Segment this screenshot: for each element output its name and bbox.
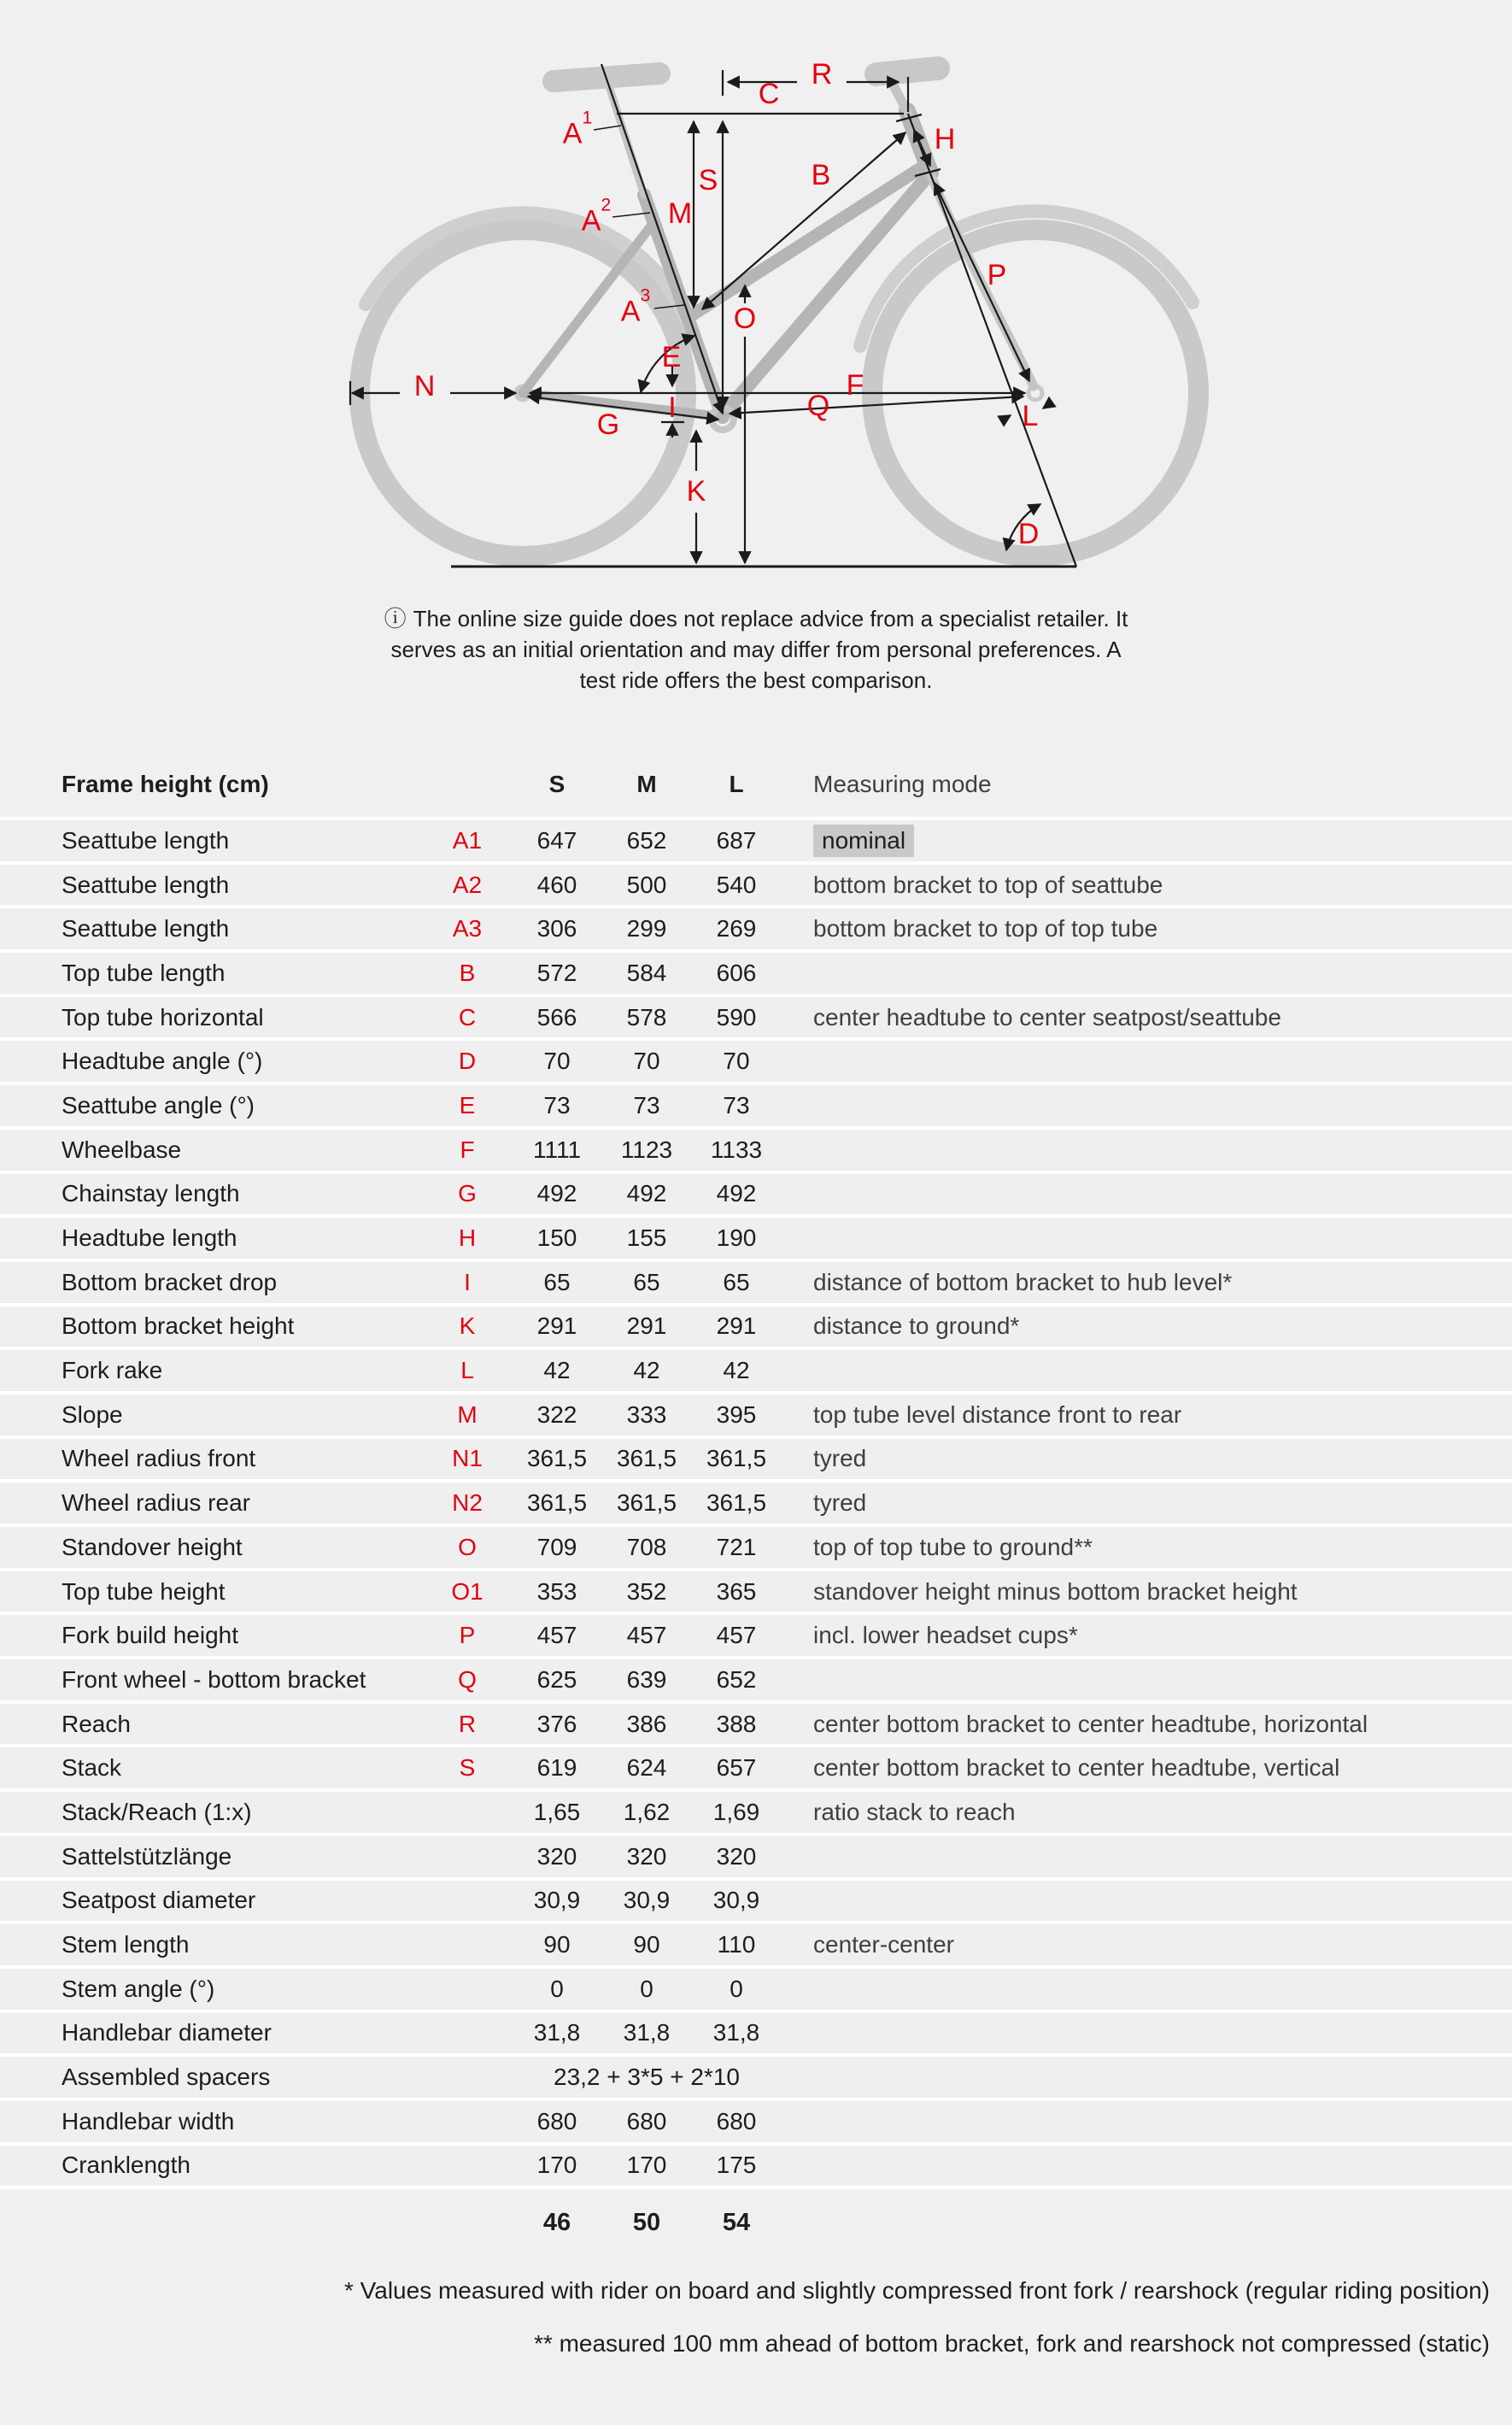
row-label: Seattube length — [62, 826, 230, 854]
row-value-s: 709 — [536, 1533, 577, 1560]
row-letter: I — [464, 1268, 471, 1295]
row-letter: O1 — [451, 1577, 483, 1605]
row-letter: D — [458, 1048, 477, 1075]
row-value-l: 30,9 — [712, 1887, 760, 1914]
row-letter: M — [457, 1400, 478, 1428]
diagram-label-B: B — [811, 159, 831, 191]
row-value-l: 65 — [723, 1268, 750, 1295]
row-measuring-mode-text: standover height minus bottom bracket height — [813, 1577, 1298, 1605]
info-icon: ⓘ — [384, 606, 407, 631]
row-measuring-mode — [779, 1401, 1512, 1429]
table-row — [0, 1391, 1512, 1436]
diagram-label-H: H — [934, 123, 956, 156]
table-row — [0, 1700, 1512, 1745]
table-row — [0, 817, 1512, 861]
row-label: Wheel radius front — [62, 1445, 256, 1472]
row-value-s: 1111 — [532, 1136, 582, 1163]
row-value-m: 500 — [626, 871, 667, 898]
diagram-labels — [0, 0, 1512, 598]
bike-geometry-diagram — [0, 0, 1512, 598]
diagram-label-I: I — [668, 391, 677, 424]
diagram-label-O: O — [733, 302, 757, 335]
row-label: Reach — [62, 1710, 131, 1737]
row-measuring-mode — [779, 1578, 1512, 1606]
info-text: The online size guide does not replace advice from a specialist retailer. It — [413, 606, 1128, 631]
diagram-label-A3: $A^3$ — [620, 285, 651, 328]
row-measuring-mode — [779, 1004, 1512, 1031]
info-line-1 — [372, 603, 1140, 634]
row-label: Fork build height — [62, 1622, 239, 1649]
table-row — [0, 949, 1512, 994]
row-value-l: 657 — [716, 1754, 757, 1782]
geometry-table — [0, 752, 1512, 2246]
footer-size-m: 50 — [632, 2208, 661, 2236]
header-measuring-mode: Measuring mode — [813, 771, 992, 797]
header-size-s: S — [548, 771, 566, 797]
row-value-l: 1,69 — [712, 1798, 760, 1825]
row-value-l: 687 — [716, 826, 757, 854]
diagram-label-R: R — [811, 58, 833, 91]
diagram-label-M: M — [667, 197, 693, 230]
table-row — [0, 905, 1512, 949]
header-frame-height: Frame height (cm) — [62, 771, 269, 797]
footnote-double-asterisk: ** measured 100 mm ahead of bottom bracket, fork and rearshock not compressed (static) — [534, 2330, 1490, 2357]
row-value-l: 31,8 — [712, 2019, 760, 2046]
row-label: Chainstay length — [62, 1180, 240, 1207]
table-row — [0, 861, 1512, 906]
row-label: Stem angle (°) — [62, 1975, 215, 2002]
row-value-l: 652 — [716, 1665, 757, 1693]
row-value-s: 42 — [543, 1357, 571, 1384]
row-label: Bottom bracket height — [62, 1312, 295, 1340]
row-value-m: 492 — [626, 1180, 667, 1207]
row-measuring-mode-text: center-center — [813, 1931, 954, 1958]
row-letter: S — [459, 1754, 476, 1782]
row-value-s: 0 — [550, 1975, 564, 2002]
row-measuring-mode-text: center bottom bracket to center headtube, vertical — [813, 1754, 1340, 1782]
row-letter: H — [458, 1224, 477, 1252]
row-value-s: 460 — [536, 871, 577, 898]
row-value-s: 625 — [536, 1665, 577, 1693]
row-value-m: 42 — [633, 1357, 660, 1384]
row-measuring-mode — [779, 872, 1512, 899]
table-row — [0, 1082, 1512, 1126]
row-value-m: 90 — [633, 1931, 660, 1958]
row-value-span: 23,2 + 3*5 + 2*10 — [554, 2064, 740, 2091]
row-letter: F — [460, 1136, 475, 1163]
row-measuring-mode — [779, 1711, 1512, 1738]
table-row — [0, 2098, 1512, 2142]
row-value-s: 291 — [536, 1312, 577, 1340]
table-row — [0, 1303, 1512, 1348]
row-value-m: 291 — [626, 1312, 667, 1340]
table-header — [0, 752, 1512, 817]
row-value-m: 170 — [626, 2152, 667, 2179]
row-value-l: 365 — [716, 1577, 757, 1605]
table-row — [0, 1436, 1512, 1480]
row-value-s: 572 — [536, 959, 577, 986]
info-line-3: test ride offers the best comparison. — [579, 667, 933, 693]
row-letter: E — [459, 1091, 476, 1119]
row-value-m: 361,5 — [616, 1445, 677, 1472]
footer-size-l: 54 — [722, 2208, 751, 2236]
diagram-label-C: C — [758, 78, 780, 110]
row-value-l: 492 — [716, 1180, 757, 1207]
row-label: Wheel radius rear — [62, 1489, 250, 1517]
table-row — [0, 1214, 1512, 1259]
row-value-s: 320 — [536, 1842, 577, 1870]
row-value-l: 361,5 — [706, 1489, 767, 1517]
row-value-m: 155 — [626, 1224, 667, 1252]
row-value-s: 65 — [543, 1268, 571, 1295]
row-value-l: 175 — [716, 2152, 757, 2179]
row-value-m: 624 — [626, 1754, 667, 1782]
row-letter: A1 — [452, 826, 483, 854]
row-value-m: 320 — [626, 1842, 667, 1870]
row-letter: C — [458, 1003, 477, 1030]
row-measuring-mode — [779, 1799, 1512, 1826]
row-value-m: 299 — [626, 915, 667, 942]
row-label: Stem length — [62, 1931, 190, 1958]
row-value-s: 170 — [536, 2152, 577, 2179]
row-letter: B — [459, 959, 476, 986]
row-value-s: 457 — [536, 1622, 577, 1649]
info-line-2: serves as an initial orientation and may differ from personal preferences. A — [390, 637, 1122, 662]
row-value-m: 578 — [626, 1003, 667, 1030]
table-row — [0, 2053, 1512, 2098]
row-letter: R — [458, 1710, 477, 1737]
row-value-s: 322 — [536, 1400, 577, 1428]
row-value-l: 1133 — [710, 1136, 763, 1163]
table-row — [0, 1524, 1512, 1568]
diagram-label-A2: $A^2$ — [581, 195, 612, 238]
row-value-s: 647 — [536, 826, 577, 854]
table-row — [0, 2142, 1512, 2187]
row-measuring-mode — [779, 1534, 1512, 1561]
row-value-s: 361,5 — [526, 1445, 588, 1472]
row-value-m: 333 — [626, 1400, 667, 1428]
table-row — [0, 1347, 1512, 1391]
row-value-l: 395 — [716, 1400, 757, 1428]
row-label: Stack — [62, 1754, 122, 1782]
row-value-m: 708 — [626, 1533, 667, 1560]
row-value-s: 680 — [536, 2107, 577, 2134]
row-value-s: 31,8 — [533, 2019, 581, 2046]
table-row — [0, 1171, 1512, 1215]
row-value-s: 30,9 — [533, 1887, 581, 1914]
table-footer-row — [0, 2199, 1512, 2246]
row-value-m: 584 — [626, 959, 667, 986]
row-letter: G — [458, 1180, 477, 1207]
diagram-label-N: N — [413, 370, 436, 402]
row-measuring-mode-text: bottom bracket to top of seattube — [813, 871, 1163, 898]
row-value-l: 190 — [716, 1224, 757, 1252]
row-measuring-mode — [779, 1931, 1512, 1958]
footnote-single-asterisk: * Values measured with rider on board and slightly compressed front fork / rearshock (regular riding position) — [343, 2277, 1490, 2304]
row-measuring-mode — [779, 1312, 1512, 1340]
row-value-m: 361,5 — [616, 1489, 677, 1517]
row-value-l: 110 — [717, 1931, 756, 1958]
row-measuring-mode — [779, 1622, 1512, 1649]
row-label: Cranklength — [62, 2152, 190, 2179]
row-value-l: 680 — [716, 2107, 757, 2134]
row-value-m: 457 — [626, 1622, 667, 1649]
table-row — [0, 1833, 1512, 1877]
row-measuring-mode — [779, 1489, 1512, 1517]
row-value-l: 269 — [716, 915, 757, 942]
table-row — [0, 994, 1512, 1038]
row-label: Top tube horizontal — [62, 1003, 264, 1030]
diagram-label-L: L — [1022, 400, 1039, 432]
row-value-s: 492 — [536, 1180, 577, 1207]
row-value-s: 566 — [536, 1003, 577, 1030]
row-measuring-mode-text: ratio stack to reach — [813, 1798, 1016, 1825]
row-label: Top tube length — [62, 959, 226, 986]
row-label: Seattube length — [62, 871, 230, 898]
table-row — [0, 1126, 1512, 1171]
row-value-m: 652 — [626, 826, 667, 854]
row-value-l: 320 — [716, 1842, 757, 1870]
row-value-s: 361,5 — [526, 1489, 588, 1517]
row-measuring-mode-text: bottom bracket to top of top tube — [813, 915, 1158, 942]
row-value-l: 540 — [716, 871, 757, 898]
row-letter: N1 — [452, 1445, 483, 1472]
row-measuring-mode-text: top of top tube to ground** — [813, 1533, 1093, 1560]
row-value-m: 639 — [626, 1665, 667, 1693]
row-value-l: 721 — [716, 1533, 757, 1560]
row-value-l: 361,5 — [706, 1445, 767, 1472]
row-measuring-mode — [779, 915, 1512, 942]
diagram-label-D: D — [1017, 518, 1040, 550]
table-row — [0, 1037, 1512, 1082]
row-measuring-mode — [779, 827, 1512, 854]
row-label: Fork rake — [62, 1357, 163, 1384]
table-row — [0, 1612, 1512, 1656]
row-value-m: 70 — [633, 1048, 660, 1075]
row-label: Top tube height — [62, 1577, 226, 1605]
row-value-l: 73 — [723, 1091, 750, 1119]
row-value-l: 606 — [716, 959, 757, 986]
diagram-label-A1: $A^1$ — [562, 108, 593, 150]
table-row — [0, 1568, 1512, 1612]
table-rows — [0, 817, 1512, 2189]
row-value-s: 1,65 — [533, 1798, 581, 1825]
row-value-l: 291 — [716, 1312, 757, 1340]
row-label: Seattube length — [62, 915, 230, 942]
row-label: Assembled spacers — [62, 2064, 271, 2091]
row-label: Wheelbase — [62, 1136, 182, 1163]
row-value-m: 386 — [626, 1710, 667, 1737]
row-label: Bottom bracket drop — [62, 1268, 278, 1295]
row-measuring-mode — [779, 1269, 1512, 1296]
info-note — [372, 603, 1140, 696]
diagram-label-G: G — [596, 408, 620, 441]
row-label: Sattelstützlänge — [62, 1842, 232, 1870]
table-row — [0, 1877, 1512, 1922]
table-row — [0, 1788, 1512, 1833]
row-value-m: 352 — [626, 1577, 667, 1605]
table-row — [0, 1479, 1512, 1524]
row-measuring-mode — [779, 1754, 1512, 1782]
table-row — [0, 1656, 1512, 1700]
row-measuring-mode-text: distance of bottom bracket to hub level* — [813, 1268, 1233, 1295]
row-measuring-mode-text: center bottom bracket to center headtube, horizontal — [813, 1710, 1368, 1737]
diagram-label-K: K — [686, 475, 706, 508]
row-value-l: 590 — [716, 1003, 757, 1030]
row-measuring-mode-text: tyred — [813, 1489, 867, 1517]
row-measuring-mode-text: center headtube to center seatpost/seattube — [813, 1003, 1281, 1030]
header-size-m: M — [636, 771, 657, 797]
row-label: Stack/Reach (1:x) — [62, 1798, 252, 1825]
row-value-m: 680 — [626, 2107, 667, 2134]
row-letter: O — [458, 1533, 477, 1560]
row-value-m: 73 — [633, 1091, 660, 1119]
table-row — [0, 1259, 1512, 1303]
table-row — [0, 1744, 1512, 1788]
header-size-l: L — [729, 771, 744, 797]
row-value-s: 70 — [543, 1048, 571, 1075]
row-label: Seattube angle (°) — [62, 1091, 255, 1119]
row-value-m: 31,8 — [623, 2019, 671, 2046]
row-measuring-mode-text: incl. lower headset cups* — [813, 1622, 1078, 1649]
row-value-s: 90 — [543, 1931, 571, 1958]
diagram-label-F: F — [846, 369, 864, 402]
row-value-s: 306 — [536, 915, 577, 942]
row-label: Front wheel - bottom bracket — [62, 1665, 366, 1693]
row-measuring-mode-text: top tube level distance front to rear — [813, 1400, 1182, 1428]
row-value-s: 619 — [536, 1754, 577, 1782]
row-label: Standover height — [62, 1533, 243, 1560]
footer-size-s: 46 — [542, 2208, 571, 2236]
row-value-l: 388 — [716, 1710, 757, 1737]
table-row — [0, 2010, 1512, 2054]
row-letter: P — [459, 1622, 476, 1649]
row-value-m: 30,9 — [623, 1887, 671, 1914]
row-value-l: 0 — [730, 1975, 743, 2002]
diagram-label-Q: Q — [806, 390, 830, 422]
row-value-m: 0 — [640, 1975, 653, 2002]
row-value-s: 150 — [536, 1224, 577, 1252]
row-label: Handlebar width — [62, 2107, 235, 2134]
row-value-l: 42 — [723, 1357, 750, 1384]
row-value-l: 70 — [723, 1048, 750, 1075]
row-label: Seatpost diameter — [62, 1887, 256, 1914]
row-value-m: 65 — [633, 1268, 660, 1295]
row-label: Headtube angle (°) — [62, 1048, 263, 1075]
row-label: Handlebar diameter — [62, 2019, 272, 2046]
diagram-label-E: E — [661, 341, 682, 373]
row-measuring-mode-text: tyred — [813, 1445, 867, 1472]
row-letter: A3 — [452, 915, 483, 942]
table-row — [0, 1965, 1512, 2010]
row-measuring-mode-text: distance to ground* — [813, 1312, 1020, 1340]
row-label: Headtube length — [62, 1224, 237, 1252]
row-value-s: 376 — [536, 1710, 577, 1737]
row-value-m: 1,62 — [623, 1798, 671, 1825]
diagram-label-P: P — [987, 259, 1007, 291]
row-letter: N2 — [452, 1489, 483, 1517]
footnotes — [0, 2277, 1512, 2357]
row-letter: K — [459, 1312, 476, 1340]
row-label: Slope — [62, 1400, 123, 1428]
row-measuring-mode — [779, 1445, 1512, 1472]
row-letter: A2 — [452, 871, 483, 898]
row-value-m: 1123 — [620, 1136, 673, 1163]
row-value-l: 457 — [716, 1622, 757, 1649]
row-letter: Q — [458, 1665, 477, 1693]
row-measuring-mode-text: nominal — [813, 825, 914, 857]
table-row — [0, 1921, 1512, 1965]
row-letter: L — [460, 1357, 474, 1384]
diagram-label-S: S — [698, 164, 718, 197]
row-value-s: 353 — [536, 1577, 577, 1605]
row-value-s: 73 — [543, 1091, 571, 1119]
